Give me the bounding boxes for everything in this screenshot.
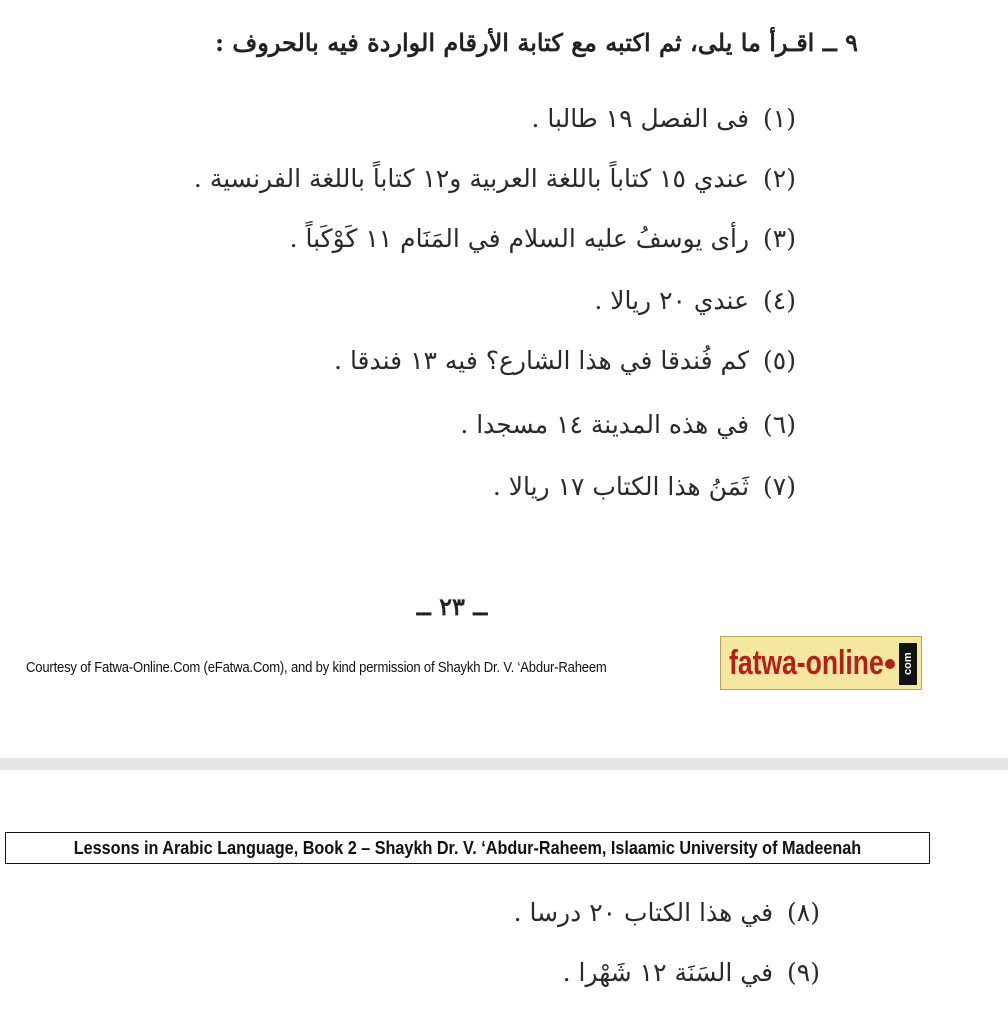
item-text: في السَنَة ١٢ شَهْرا . [562, 958, 774, 987]
running-header-text: Lessons in Arabic Language, Book 2 – Shaykh Dr. V. ‘Abdur-Raheem, Islaamic University of Madeenah [73, 837, 862, 858]
fatwa-online-logo[interactable] [720, 636, 922, 690]
item-number: (٤) [763, 286, 796, 315]
list-item [514, 896, 820, 930]
exercise-question: ٩ ــ اقـرأ ما يلى، ثم اكتبه مع كتابة الأرقام الواردة فيه بالحروف : [215, 28, 858, 57]
logo-com-badge: com [899, 643, 917, 685]
item-text: رأى يوسفُ عليه السلام في المَنَام ١١ كَوْكَباً . [289, 224, 750, 253]
item-number: (٣) [763, 224, 796, 253]
logo-text: fatwa-online [729, 643, 884, 682]
list-item [334, 344, 796, 378]
list-item [290, 222, 796, 256]
courtesy-note: Courtesy of Fatwa-Online.Com (eFatwa.Com), and by kind permission of Shaykh Dr. V. ‘Abdur-Raheem [26, 660, 607, 676]
item-text: فى الفصل ١٩ طالبا . [531, 104, 750, 133]
running-header [5, 832, 930, 864]
item-text: في هذا الكتاب ٢٠ درسا . [513, 898, 774, 927]
item-text: في هذه المدينة ١٤ مسجدا . [460, 410, 750, 439]
item-number: (٥) [763, 346, 796, 375]
item-number: (١) [763, 104, 796, 133]
list-item [493, 470, 796, 504]
item-number: (٨) [787, 898, 820, 927]
item-text: عندي ١٥ كتاباً باللغة العربية و١٢ كتاباً باللغة الفرنسية . [193, 164, 750, 193]
item-number: (٩) [787, 958, 820, 987]
item-number: (٦) [763, 410, 796, 439]
list-item [194, 162, 796, 196]
list-item [532, 102, 796, 136]
logo-dot-icon [885, 659, 895, 669]
list-item [460, 408, 796, 442]
document-page-bottom [0, 770, 1008, 1017]
item-text: عندي ٢٠ ريالا . [594, 286, 750, 315]
item-number: (٢) [763, 164, 796, 193]
item-number: (٧) [763, 472, 796, 501]
item-text: ثَمَنُ هذا الكتاب ١٧ ريالا . [492, 472, 750, 501]
list-item [563, 956, 820, 990]
list-item [594, 284, 796, 318]
page-separator [0, 758, 1008, 770]
item-text: كم فُندقا في هذا الشارع؟ فيه ١٣ فندقا . [334, 346, 750, 375]
page-number: ــ ٢٣ ــ [416, 592, 488, 621]
